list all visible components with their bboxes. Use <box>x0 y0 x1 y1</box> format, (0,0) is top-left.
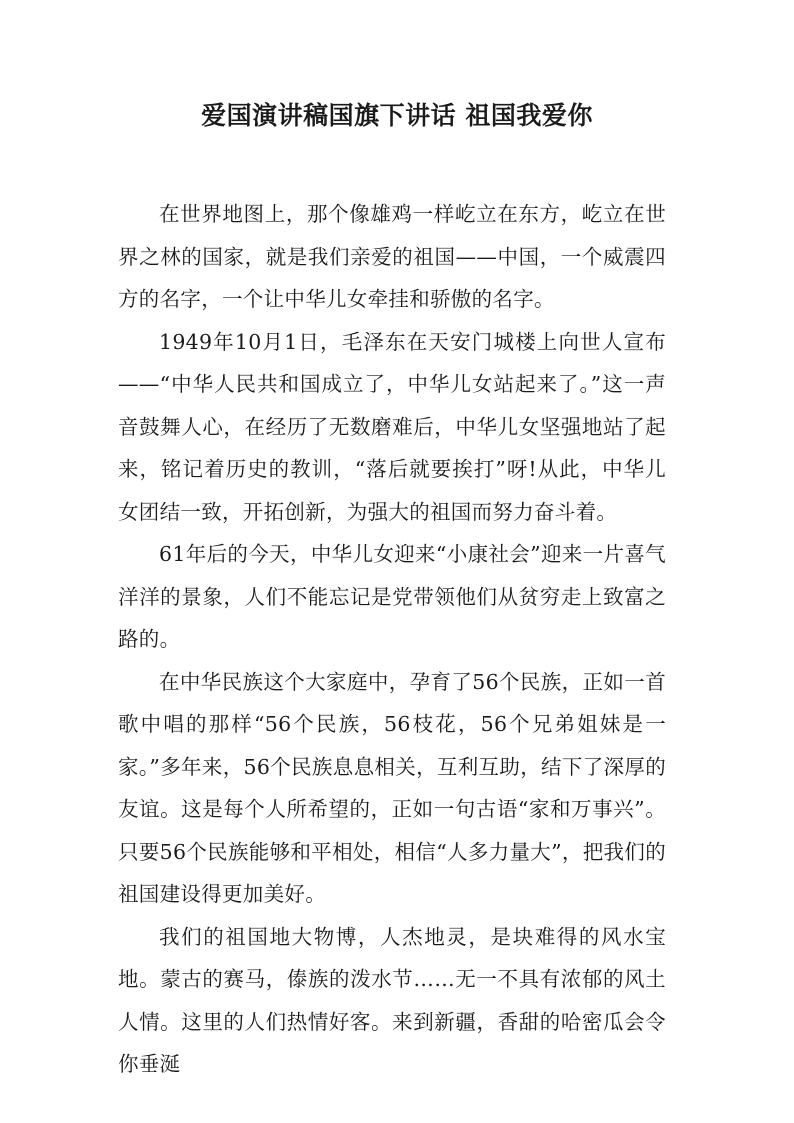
paragraph: 1949年10月1日，毛泽东在天安门城楼上向世人宣布——“中华人民共和国成立了，中华儿女站起来了。”这一声音鼓舞人心，在经历了无数磨难后，中华儿女坚强地站了起来，铭记着历史的教训，“落后就要挨打”呀!从此，中华儿女团结一致，开拓创新，为强大的祖国而努力奋斗着。 <box>118 329 666 524</box>
paragraph: 我们的祖国地大物博，人杰地灵，是块难得的风水宝地。蒙古的赛马，傣族的泼水节……无一不具有浓郁的风土人情。这里的人们热情好客。来到新疆，香甜的哈密瓜会令你垂涎 <box>118 924 666 1076</box>
paragraph: 在中华民族这个大家庭中，孕育了56个民族，正如一首歌中唱的那样“56个民族，56枝花，56个兄弟姐妹是一家。”多年来，56个民族息息相关，互利互助，结下了深厚的友谊。这是每个人所希望的，正如一句古语“家和万事兴”。只要56个民族能够和平相处，相信“人多力量大”，把我们的祖国建设得更加美好。 <box>118 669 666 906</box>
document-title: 爱国演讲稿国旗下讲话 祖国我爱你 <box>201 101 593 130</box>
document-body <box>118 193 666 1086</box>
paragraph: 61年后的今天，中华儿女迎来“小康社会”迎来一片喜气洋洋的景象，人们不能忘记是党带领他们从贫穷走上致富之路的。 <box>118 542 666 651</box>
paragraph: 在世界地图上，那个像雄鸡一样屹立在东方，屹立在世界之林的国家，就是我们亲爱的祖国——中国，一个威震四方的名字，一个让中华儿女牵挂和骄傲的名字。 <box>118 202 666 311</box>
